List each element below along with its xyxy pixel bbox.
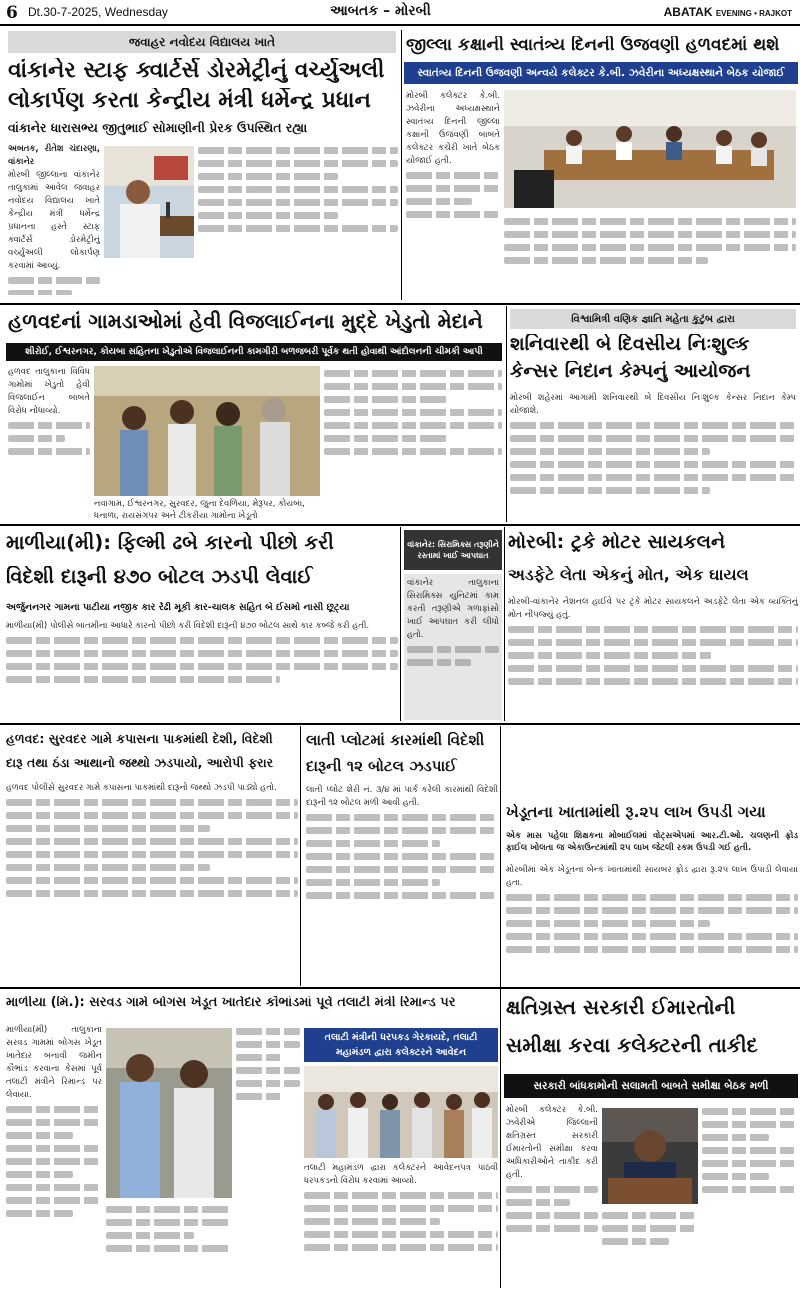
story13-headline-line1: ક્ષતિગ્રસ્ત સરકારી ઈમારતોની — [506, 996, 736, 1019]
text-filler — [8, 448, 90, 455]
text-filler — [198, 186, 398, 193]
text-filler — [506, 946, 798, 953]
story7-lede: મોરબી-વાંકાનેર નેશનલ હાઈવે પર ટ્રકે મોટર સાયકલને અડફેટે લેતા એક વ્યક્તિનું મોત નીપજ્યું હતું. — [508, 597, 798, 620]
text-filler — [6, 650, 398, 657]
text-filler — [406, 211, 500, 218]
text-filler — [510, 474, 796, 481]
text-filler — [510, 422, 796, 429]
story13-body-cont2 — [702, 1104, 798, 1284]
story4-headline-line1: શનિવારથી બે દિવસીય નિઃશુલ્ક — [510, 334, 750, 355]
story2-photo — [504, 90, 796, 208]
text-filler — [6, 825, 210, 832]
story1-byline: અબતક, રીતેશ ચંદારણા, વાંકાનેર — [8, 144, 100, 167]
story12-photo — [304, 1066, 498, 1158]
story3-body — [8, 366, 90, 518]
story13-photo — [602, 1108, 698, 1204]
story5-subhead: અર્જુનનગર ગામના પાટીયા નજીક કાર રેઢી મૂકી કાર-ચાલક સહિત બે ઈસમો નાસી છૂટ્યા — [6, 602, 350, 613]
text-filler — [6, 1197, 102, 1204]
text-filler — [6, 1145, 102, 1152]
text-filler — [8, 422, 90, 429]
text-filler — [504, 231, 796, 238]
text-filler — [510, 435, 796, 442]
story2-lede: મોરબી કલેક્ટર કે.બી. ઝવેરીના અધ્યક્ષસ્થાને સ્વાતંત્ર્ય દિનની જીલ્લા કક્ષાની ઉજવણી બાબતે કલેક્ટર કચેરી ખાતે બેઠક યોજાઈ હતી. — [406, 91, 500, 166]
text-filler — [506, 933, 798, 940]
text-filler — [6, 812, 298, 819]
story10-body — [506, 864, 798, 984]
text-filler — [324, 422, 502, 429]
text-filler — [504, 244, 796, 251]
text-filler — [304, 1244, 498, 1251]
text-filler — [198, 212, 338, 219]
story9-headline-line1: લાતી પ્લોટમાં કારમાંથી વિદેશી — [306, 732, 485, 749]
text-filler — [510, 487, 710, 494]
text-filler — [304, 1218, 440, 1225]
section-rule — [0, 303, 800, 305]
story11-photo — [106, 1028, 232, 1198]
text-filler — [6, 676, 280, 683]
text-filler — [306, 879, 440, 886]
text-filler — [6, 799, 298, 806]
text-filler — [106, 1206, 232, 1213]
text-filler — [6, 1106, 102, 1113]
story10-subhead: એક માસ પહેલા શિક્ષકના મોબાઈલમાં વોટ્સએપમાં આર.ટી.ઓ. ચલણની ફ્રોડ ફાઈલ ખોલતા જ એકાઉન્ટમાંથી ૨૫ લાખ જેટલી રકમ ઉપડી ગઈ હતી. — [506, 831, 798, 853]
story1-subhead: વાંકાનેર ધારાસભ્ય જીતુભાઈ સોમાણીની પ્રેરક ઉપસ્થિત રહ્યા — [8, 120, 308, 135]
text-filler — [324, 435, 449, 442]
section-rule — [501, 987, 800, 989]
text-filler — [198, 160, 398, 167]
text-filler — [6, 838, 298, 845]
story5-lede: માળીયા(મી) પોલીસે બાતમીના આધારે કારનો પીછો કરી વિદેશી દારૂની ૪૭૦ બોટલ સાથે કાર કબ્જે કરી હતી. — [6, 621, 370, 631]
brand-logo — [664, 5, 792, 19]
story12-lede: તલાટી મહામંડળ દ્વારા કલેક્ટરને આવેદનપત્ર પાઠવી ધરપકડનો વિરોધ કરવામાં આવ્યો. — [304, 1163, 498, 1186]
text-filler — [702, 1147, 798, 1154]
text-filler — [508, 626, 798, 633]
column-rule — [506, 306, 507, 522]
text-filler — [306, 866, 498, 873]
story11-headline: માળીયા (મિ.): સરવડ ગામે બોગસ ખેડૂત ખાતેદાર કૌભાંડમાં પૂર્વ તલાટી મંત્રી રિમાન્ડ પર — [6, 996, 456, 1010]
story4-headline-line2: કેન્સર નિદાન કેમ્પનું આયોજન — [510, 361, 751, 382]
text-filler — [508, 665, 798, 672]
story3-body-cont — [324, 366, 502, 518]
text-filler — [198, 199, 398, 206]
story11-body-cont — [106, 1202, 232, 1284]
text-filler — [506, 1212, 598, 1219]
story7-headline-line1: મોરબી: ટ્રકે મોટર સાયકલને — [508, 532, 726, 553]
text-filler — [236, 1054, 281, 1061]
text-filler — [508, 639, 798, 646]
column-rule — [300, 726, 301, 986]
text-filler — [304, 1231, 498, 1238]
story12-headline — [304, 1028, 498, 1062]
story12-headline-line2: મહામંડળ દ્વારા કલેક્ટરને આવેદન — [335, 1047, 467, 1058]
text-filler — [406, 198, 472, 205]
text-filler — [506, 907, 798, 914]
story1-body-cont — [198, 143, 398, 295]
story3-headline: હળવદનાં ગામડાઓમાં હેવી વિજલાઈનના મુદ્દે ખેડુતો મેદાને — [8, 310, 483, 333]
story7-headline-line2: અડફેટે લેતા એકનું મોત, એક ઘાયલ — [508, 566, 749, 584]
story4-body — [510, 392, 796, 520]
text-filler — [324, 448, 502, 455]
story10-headline: ખેડૂતના ખાતામાંથી રૂ.૨૫ લાખ ઉપડી ગયા — [506, 804, 766, 821]
text-filler — [306, 814, 498, 821]
text-filler — [8, 290, 72, 295]
text-filler — [306, 853, 498, 860]
story9-body — [306, 784, 498, 984]
column-rule — [504, 527, 505, 721]
text-filler — [6, 1119, 102, 1126]
text-filler — [504, 218, 796, 225]
section-rule — [0, 723, 800, 725]
story2-headline: જીલ્લા કક્ષાની સ્વાતંત્ર્ય દિનની ઉજવણી હળવદમાં થશે — [406, 36, 780, 55]
text-filler — [236, 1041, 300, 1048]
story2-band: સ્વાતંત્ર્ય દિનની ઉજવણી અન્વયે કલેક્ટર કે.બી. ઝવેરીના અધ્યક્ષસ્થાને બેઠક યોજાઈ — [404, 62, 798, 84]
text-filler — [702, 1186, 798, 1193]
masthead — [0, 0, 800, 26]
text-filler — [304, 1205, 498, 1212]
column-rule — [401, 30, 402, 300]
story1-headline-line2: લોકાર્પણ કરતા કેન્દ્રીય મંત્રી ધર્મેન્દ્ર પ્રધાન — [8, 88, 371, 113]
story6-headline: વાંકાનેર: સિરામિક્સ તરૂણીને રસ્તામાં ખાઈ આપઘાત — [404, 530, 502, 570]
text-filler — [306, 840, 440, 847]
story5-headline-line2: વિદેશી દારૂની ૪૭૦ બોટલ ઝડપી લેવાઈ — [6, 566, 313, 588]
story10-lede: મોરબીમાં એક ખેડૂતના બેન્ક ખાતામાંથી સાયબર ફ્રોડ દ્વારા રૂ.૨૫ લાખ ઉપાડી લેવાયા હતા. — [506, 865, 798, 888]
text-filler — [106, 1219, 232, 1226]
text-filler — [510, 448, 710, 455]
story3-band: શીરોઈ, ઈશ્વરનગર, કોયબા સહિતના ખેડુતોએ વિજલાઈનની કામગીરી બળજબરી પૂર્વક થતી હોવાથી આંદોલનની ચીમકી આપી — [6, 343, 502, 361]
text-filler — [6, 637, 398, 644]
text-filler — [6, 1132, 73, 1139]
text-filler — [198, 173, 338, 180]
text-filler — [8, 435, 65, 442]
text-filler — [702, 1108, 798, 1115]
text-filler — [407, 659, 471, 666]
text-filler — [506, 1186, 598, 1193]
text-filler — [702, 1160, 798, 1167]
story13-band: સરકારી બાંધકામોની સલામતી બાબતે સમીક્ષા બેઠક મળી — [504, 1074, 798, 1098]
text-filler — [236, 1080, 300, 1087]
story1-headline-line1: વાંકાનેર સ્ટાફ ક્વાર્ટર્સ ડોરમેટ્રીનું વર્ચ્યુઅલી — [8, 58, 385, 83]
text-filler — [198, 147, 398, 154]
text-filler — [702, 1173, 769, 1180]
story5-headline-line1: માળીયા(મી): ફિલ્મી ઢબે કારનો પીછો કરી — [6, 532, 334, 554]
column-rule — [500, 726, 501, 1288]
brand-edition: EVENING • RAJKOT — [715, 9, 792, 18]
story8-body — [6, 782, 298, 984]
page-number: 6 — [6, 3, 18, 23]
text-filler — [6, 877, 298, 884]
text-filler — [324, 396, 449, 403]
story4-lede: મોરબી શહેરમાં આગામી શનિવારથી બે દિવસીય નિઃશુલ્ક કેન્સર નિદાન કેમ્પ યોજાશે. — [510, 393, 796, 416]
story2-body — [406, 90, 500, 295]
story8-headline-line1: હળવદ: સુરવદર ગામે કપાસના પાકમાંથી દેશી, વિદેશી — [6, 732, 273, 746]
story1-body — [8, 143, 100, 295]
text-filler — [702, 1134, 769, 1141]
text-filler — [6, 1184, 102, 1191]
story13-body-cont — [602, 1208, 698, 1284]
story8-headline-line2: દારૂ તથા ઠંડા આથાનો જથ્થો ઝડપાયો, આરોપી ફરાર — [6, 756, 274, 770]
story4-kicker: વિશ્વામિત્રી વણિક જ્ઞાતિ મહેતા કુટુંબ દ્વારા — [510, 309, 796, 329]
story9-lede: લાતી પ્લોટ શેરી નં. ૩/૪ માં પાર્ક કરેલી કારમાંથી વિદેશી દારૂની ૧૨ બોટલ મળી આવી હતી. — [306, 785, 498, 808]
story3-photo — [94, 366, 320, 496]
issue-date: Dt.30-7-2025, Wednesday — [28, 5, 168, 19]
text-filler — [6, 1210, 73, 1217]
text-filler — [508, 652, 711, 659]
text-filler — [306, 827, 498, 834]
text-filler — [406, 172, 500, 179]
text-filler — [602, 1238, 669, 1245]
story11-body-cont2 — [236, 1024, 300, 1284]
story1-kicker: જવાહર નવોદય વિદ્યાલય ખાતે — [8, 31, 396, 53]
text-filler — [6, 890, 298, 897]
text-filler — [506, 894, 798, 901]
story6-body — [404, 574, 502, 720]
text-filler — [506, 1199, 570, 1206]
story9-headline-line2: દારૂની ૧૨ બોટલ ઝડપાઈ — [306, 758, 457, 775]
story3-lede: હળવદ તાલુકાના વિવિધ ગામોમાં ખેડુતો હેવી વિજલાઈન બાબતે વિરોધ નોંધાવ્યો. — [8, 367, 90, 416]
text-filler — [407, 646, 499, 653]
text-filler — [106, 1245, 232, 1252]
text-filler — [506, 920, 710, 927]
story1-lede: મોરબી જીલ્લાના વાંકાનેર તાલુકામાં આવેલ જવાહર નવોદય વિદ્યાલય ખાતે કેન્દ્રીય મંત્રી ધર્મેન્દ્ર પ્રધાનના હસ્તે સ્ટાફ ક્વાર્ટર્સ ડોરમેટ્રીનું વર્ચ્યુઅલી લોકાર્પણ કરવામાં આવ્યું. — [8, 170, 100, 271]
text-filler — [702, 1121, 798, 1128]
column-rule — [400, 527, 401, 721]
story11-body — [6, 1024, 102, 1284]
text-filler — [236, 1067, 300, 1074]
story3-photo-caption: નવાગામ, ઈશ્વરનગર, સુરવદર, જુના દેવળિયા, મેરૂપર, કોયબા, ધનાળા, રાયસંગપર અને ટીકરીયા ગામોના ખેડૂતો — [94, 499, 305, 521]
story11-lede: માળીયા(મી) તાલુકાના સરવડ ગામમાં બોગસ ખેડૂત ખાતેદાર બનાવી જમીન કૌભાંડ કરવાના કેસમાં પૂર્વ તલાટી મંત્રીને રિમાન્ડ પર લેવાયા. — [6, 1025, 102, 1100]
text-filler — [6, 1158, 102, 1165]
story5-body — [6, 620, 398, 720]
story12-body — [304, 1162, 498, 1284]
story2-body-cont — [504, 214, 796, 296]
story13-headline-line2: સમીક્ષા કરવા કલેક્ટરની તાકીદ — [506, 1034, 758, 1057]
text-filler — [6, 1171, 73, 1178]
text-filler — [324, 383, 502, 390]
story12-headline-line1: તલાટી મંત્રીની ધરપકડ ગેરકાયદે, તલાટી — [324, 1032, 478, 1043]
text-filler — [304, 1192, 498, 1199]
text-filler — [236, 1028, 300, 1035]
brand-name: ABATAK — [663, 5, 713, 19]
text-filler — [6, 864, 210, 871]
text-filler — [324, 409, 502, 416]
story7-body — [508, 596, 798, 720]
text-filler — [106, 1232, 194, 1239]
section-rule — [0, 987, 500, 989]
text-filler — [602, 1225, 698, 1232]
text-filler — [8, 277, 100, 284]
text-filler — [602, 1212, 698, 1219]
story6-lede: વાંકાનેર તાલુકાના સિરામિક્સ યુનિટમાં કામ કરતી તરૂણીએ ગળાફાંસો ખાઈ આપઘાત કરી લીધો હતો. — [407, 578, 499, 640]
text-filler — [506, 1225, 598, 1232]
story13-body — [506, 1104, 598, 1284]
text-filler — [6, 663, 398, 670]
text-filler — [504, 257, 708, 264]
text-filler — [508, 678, 798, 685]
story8-lede: હળવદ પોલીસે સુરવદર ગામે કપાસના પાકમાંથી દારૂનો જથ્થો ઝડપી પાડ્યો હતો. — [6, 783, 277, 793]
text-filler — [236, 1093, 281, 1100]
text-filler — [306, 892, 498, 899]
text-filler — [324, 370, 502, 377]
text-filler — [510, 461, 796, 468]
story13-lede: મોરબી કલેક્ટર કે.બી. ઝવેરીએ જિલ્લાની ક્ષતિગ્રસ્ત સરકારી ઈમારતોની સમીક્ષા કરવા અધિકારીઓને તાકીદ કરી હતી. — [506, 1105, 598, 1180]
edition-title: આબતક – મોરબી — [330, 3, 431, 19]
section-rule — [0, 524, 800, 526]
text-filler — [6, 851, 298, 858]
text-filler — [406, 185, 500, 192]
text-filler — [198, 225, 398, 232]
story1-photo — [104, 146, 194, 258]
